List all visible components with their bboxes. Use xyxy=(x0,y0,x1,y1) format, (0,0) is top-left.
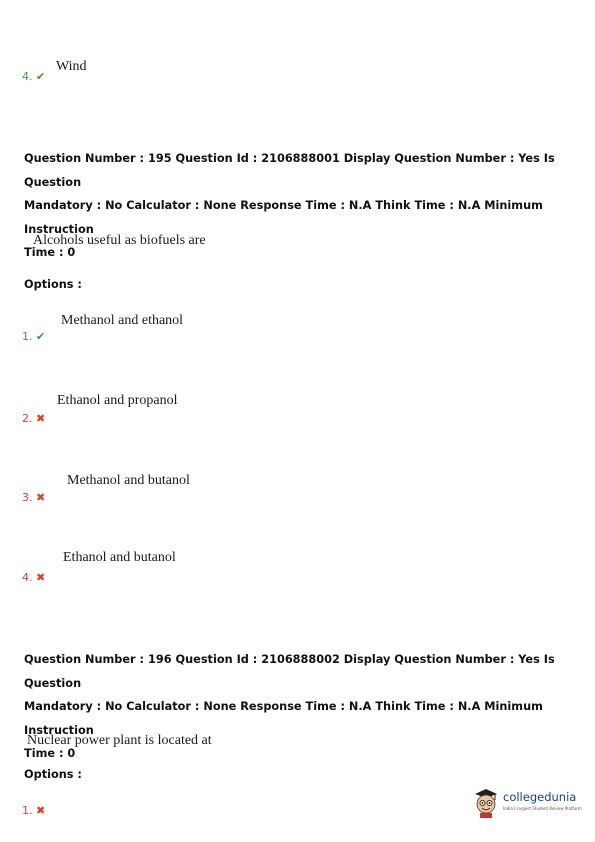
mascot-icon xyxy=(471,786,501,818)
options-label: Options : xyxy=(24,768,82,781)
cross-icon: ✖ xyxy=(36,804,46,817)
option-number: 1. ✔ xyxy=(22,330,46,343)
options-label: Options : xyxy=(24,278,82,291)
cross-icon: ✖ xyxy=(36,571,46,584)
check-icon: ✔ xyxy=(36,330,46,343)
collegedunia-logo xyxy=(471,786,581,820)
option-number: 2. ✖ xyxy=(22,412,46,425)
cross-icon: ✖ xyxy=(36,412,46,425)
option-number: 4. ✔ xyxy=(22,70,46,83)
option-text: Ethanol and propanol xyxy=(57,393,178,408)
option-number: 1. ✖ xyxy=(22,804,46,817)
option-text: Methanol and ethanol xyxy=(61,313,184,328)
logo-name: collegedunia xyxy=(503,790,577,804)
option-number: 4. ✖ xyxy=(22,571,46,584)
option-text: Methanol and butanol xyxy=(67,473,190,488)
question-meta: Question Number : 195 Question Id : 2106888001 Display Question Number : Yes Is Question Mandatory : No Calculator : None Response Time : N.A Think Time : N.A Minimum Instruction Time : 0 xyxy=(24,152,555,259)
check-icon: ✔ xyxy=(36,70,46,83)
question-text: Nuclear power plant is located at xyxy=(27,733,212,748)
option-text: Wind xyxy=(56,59,87,74)
option-number: 3. ✖ xyxy=(22,491,46,504)
question-meta: Question Number : 196 Question Id : 2106888002 Display Question Number : Yes Is Question Mandatory : No Calculator : None Response Time : N.A Think Time : N.A Minimum Instruction Time : 0 xyxy=(24,653,555,760)
logo-tagline: India's largest Student Review Platform xyxy=(503,806,582,811)
option-text: Ethanol and butanol xyxy=(63,550,176,565)
question-text: Alcohols useful as biofuels are xyxy=(33,233,206,248)
cross-icon: ✖ xyxy=(36,491,46,504)
